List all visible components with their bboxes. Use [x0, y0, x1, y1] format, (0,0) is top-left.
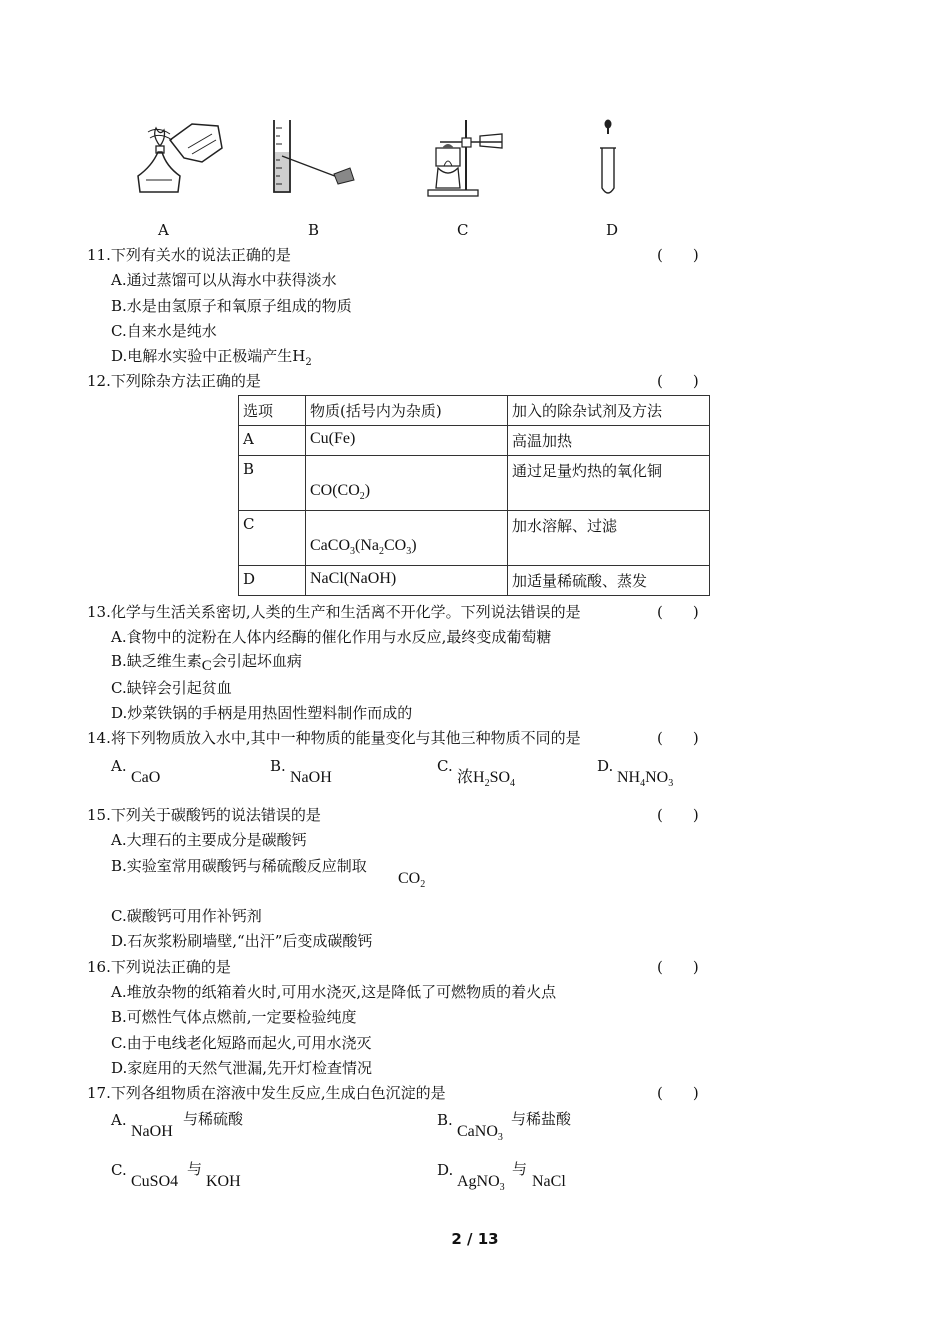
question-17-option-a-letter: A. — [111, 1111, 127, 1129]
question-11-option-c: C.自来水是纯水 — [111, 322, 217, 340]
question-16-stem: 16.下列说法正确的是 — [87, 958, 231, 976]
question-17-option-d-text: 与 — [512, 1160, 528, 1178]
header-option: 选项 — [239, 396, 306, 426]
question-17-option-c-formula-2: KOH — [206, 1173, 241, 1190]
answer-bracket-16: ( ) — [657, 958, 699, 976]
row-method: 高温加热 — [508, 426, 710, 456]
question-17-option-b-text: 与稀盐酸 — [511, 1110, 572, 1128]
answer-bracket-17: ( ) — [657, 1084, 699, 1102]
question-17-stem: 17.下列各组物质在溶液中发生反应,生成白色沉淀的是 — [87, 1084, 446, 1102]
question-16-option-c: C.由于电线老化短路而起火,可用水浇灭 — [111, 1034, 372, 1052]
figure-c-iron-stand-heating — [418, 118, 518, 204]
question-15-option-b: B.实验室常用碳酸钙与稀硫酸反应制取 — [111, 857, 367, 875]
row-option: C — [239, 511, 306, 566]
question-17-option-b-formula: CaNO$_3$ — [457, 1123, 503, 1143]
question-15-option-d: D.石灰浆粉刷墙壁,“出汗”后变成碳酸钙 — [111, 932, 373, 950]
question-17-option-c-text: 与 — [187, 1160, 203, 1178]
question-11-option-d: D.电解水实验中正极端产生$H_2$ — [111, 347, 312, 368]
question-17-option-c-formula: CuSO4 — [131, 1173, 179, 1190]
answer-bracket-15: ( ) — [657, 806, 699, 824]
header-method: 加入的除杂试剂及方法 — [508, 396, 710, 426]
question-16-option-b: B.可燃性气体点燃前,一定要检验纯度 — [111, 1008, 357, 1026]
question-14-option-b: NaOH — [290, 769, 332, 786]
figure-label-d: D — [606, 221, 619, 239]
question-15-stem: 15.下列关于碳酸钙的说法错误的是 — [87, 806, 321, 824]
table-header-row — [239, 396, 710, 426]
question-13-option-a: A.食物中的淀粉在人体内经酶的催化作用与水反应,最终变成葡萄糖 — [111, 628, 552, 646]
row-method: 加水溶解、过滤 — [508, 511, 710, 566]
impurity-removal-table — [238, 395, 710, 596]
figure-label-a: A — [158, 221, 169, 239]
row-substance: NaCl(NaOH) — [306, 566, 508, 596]
question-17-option-b-letter: B. — [437, 1111, 453, 1129]
question-14-option-d-letter: D. — [597, 757, 614, 775]
row-substance: $CO(CO_2)$ — [306, 456, 508, 511]
figure-d-test-tube — [590, 118, 630, 204]
question-14-option-a: CaO — [131, 769, 161, 786]
question-14-option-d: $NH_4NO_3$ — [617, 769, 674, 789]
row-option: B — [239, 456, 306, 511]
question-16-option-a: A.堆放杂物的纸箱着火时,可用水浇灭,这是降低了可燃物质的着火点 — [111, 983, 557, 1001]
question-11-stem: 11.下列有关水的说法正确的是 — [87, 246, 291, 264]
table-row — [239, 426, 710, 456]
figure-a-alcohol-lamp — [130, 118, 230, 204]
question-11-option-a: A.通过蒸馏可以从海水中获得淡水 — [111, 271, 337, 289]
question-15-option-c: C.碳酸钙可用作补钙剂 — [111, 907, 262, 925]
question-16-option-d: D.家庭用的天然气泄漏,先开灯检查情况 — [111, 1059, 373, 1077]
figure-b-graduated-cylinder — [268, 118, 368, 204]
question-13-option-c: C.缺锌会引起贫血 — [111, 679, 232, 697]
question-14-option-c: 浓$H_2SO_4$ — [457, 769, 516, 789]
answer-bracket-11: ( ) — [657, 246, 699, 264]
question-17-option-d-formula: AgNO$_3$ — [457, 1173, 505, 1193]
question-13-option-d: D.炒菜铁锅的手柄是用热固性塑料制作而成的 — [111, 704, 413, 722]
row-substance: $CaCO_3(Na_2CO_3)$ — [306, 511, 508, 566]
question-13-option-b: B.缺乏维生素C会引起坏血病 — [111, 652, 302, 674]
answer-bracket-13: ( ) — [657, 603, 699, 621]
page-number: 2 / 13 — [451, 1230, 499, 1248]
question-12-stem: 12.下列除杂方法正确的是 — [87, 372, 261, 390]
row-option: A — [239, 426, 306, 456]
table-row — [239, 511, 710, 566]
header-substance: 物质(括号内为杂质) — [306, 396, 508, 426]
question-15-option-a: A.大理石的主要成分是碳酸钙 — [111, 831, 307, 849]
table-row — [239, 566, 710, 596]
question-14-stem: 14.将下列物质放入水中,其中一种物质的能量变化与其他三种物质不同的是 — [87, 729, 581, 747]
row-method: 通过足量灼热的氧化铜 — [508, 456, 710, 511]
row-method: 加适量稀硫酸、蒸发 — [508, 566, 710, 596]
row-substance: Cu(Fe) — [306, 426, 508, 456]
row-option: D — [239, 566, 306, 596]
question-17-option-a-formula: NaOH — [131, 1123, 173, 1140]
question-11-option-b: B.水是由氢原子和氧原子组成的物质 — [111, 297, 352, 315]
question-17-option-d-letter: D. — [437, 1161, 454, 1179]
figure-label-b: B — [308, 221, 320, 239]
question-17-option-d-formula-2: NaCl — [532, 1173, 566, 1190]
answer-bracket-14: ( ) — [657, 729, 699, 747]
answer-bracket-12: ( ) — [657, 372, 699, 390]
question-14-option-b-letter: B. — [270, 757, 286, 775]
figure-label-c: C — [457, 221, 469, 239]
question-17-option-c-letter: C. — [111, 1161, 127, 1179]
question-14-option-c-letter: C. — [437, 757, 453, 775]
question-14-option-a-letter: A. — [111, 757, 127, 775]
question-13-stem: 13.化学与生活关系密切,人类的生产和生活离不开化学。下列说法错误的是 — [87, 603, 581, 621]
question-17-option-a-text: 与稀硫酸 — [183, 1110, 244, 1128]
table-row — [239, 456, 710, 511]
question-15-option-b-formula: $CO_2$ — [398, 870, 426, 890]
